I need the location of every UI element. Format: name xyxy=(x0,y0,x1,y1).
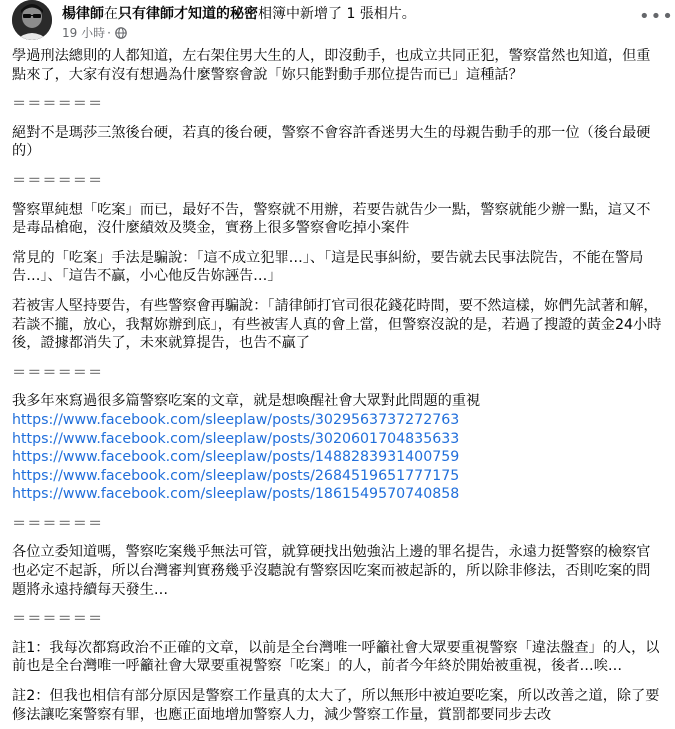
avatar-image xyxy=(12,0,52,40)
post-header xyxy=(0,0,675,44)
post-headline xyxy=(62,5,416,23)
paragraph-note-1: 註1：我每次都寫政治不正確的文章，以前是全台灣唯一呼籲社會大眾要重視警察「違法盤查」的人，以前也是全台灣唯一呼籲社會大眾要重視警察「吃案」的人，前者今年終於開始被重視，後者…唉… xyxy=(12,639,660,675)
section-divider: ＝＝＝＝＝＝ xyxy=(12,364,104,381)
article-link[interactable]: https://www.facebook.com/sleeplaw/posts/3029563737272763 xyxy=(12,411,460,428)
album-name[interactable]: 只有律師才知道的秘密 xyxy=(118,6,258,22)
article-links xyxy=(12,392,662,504)
more-dots-icon: ••• xyxy=(639,6,674,27)
avatar[interactable] xyxy=(12,0,52,40)
paragraph-tactics: 常見的「吃案」手法是騙說：「這不成立犯罪…」、「這是民事糾紛，要告就去民事法院告，不能在警局告…」、「這告不贏，小心他反告妳誣告…」 xyxy=(12,249,644,285)
section-divider: ＝＝＝＝＝＝ xyxy=(12,611,104,628)
section-divider: ＝＝＝＝＝＝ xyxy=(12,96,104,113)
author-name[interactable]: 楊律師 xyxy=(62,6,104,22)
paragraph-backing: 絕對不是瑪莎三煞後台硬，若真的後台硬，警察不會容許香迷男大生的母親告動手的那一位（後台最硬的） xyxy=(12,124,651,160)
paragraph-case-dropping: 警察單純想「吃案」而已，最好不告，警察就不用辦，若要告就告少一點，警察就能少辦一點，這又不是毒品槍砲，沒什麼績效及獎金，實務上很多警察會吃掉小案件 xyxy=(12,201,651,237)
more-options-button[interactable] xyxy=(639,4,674,32)
paragraph-note-2: 註2：但我也相信有部分原因是警察工作量真的太大了，所以無形中被迫要吃案，所以改善之道，除了要修法讓吃案警察有罪，也應正面地增加警察人力，減少警察工作量，賞罰都要同步去改 xyxy=(12,688,660,723)
article-link[interactable]: https://www.facebook.com/sleeplaw/posts/1488283931400759 xyxy=(12,449,460,466)
paragraph-intro: 學過刑法總則的人都知道，左右架住男大生的人，即沒動手，也成立共同正犯，警察當然也知道，但重點來了，大家有沒有想過為什麼警察會說「妳只能對動手那位提告而已」這種話？ xyxy=(12,48,651,83)
paragraph-legislators: 各位立委知道嗎，警察吃案幾乎無法可管，就算硬找出勉強沾上邊的罪名提告，永遠力挺警察的檢察官也必定不起訴，所以台灣審判實務幾乎沒聽說有警察因吃案而被起訴的，所以除非修法，否則吃案的問題將永遠持續每天發生… xyxy=(12,544,651,598)
post-body xyxy=(12,47,662,729)
headline-connector: 在 xyxy=(104,6,118,22)
section-divider: ＝＝＝＝＝＝ xyxy=(12,172,104,189)
article-link[interactable]: https://www.facebook.com/sleeplaw/posts/3020601704835633 xyxy=(12,430,460,447)
article-link[interactable]: https://www.facebook.com/sleeplaw/posts/1861549570740858 xyxy=(12,486,460,503)
paragraph-persuasion: 若被害人堅持要告，有些警察會再騙說：「請律師打官司很花錢花時間，要不然這樣，妳們先試著和解，若談不攏，放心，我幫妳辦到底」，有些被害人真的會上當，但警察沒說的是，若過了搜證的黃金24小時後，證據都消失了，未來就算提告，也告不贏了 xyxy=(12,297,662,352)
meta-separator: · xyxy=(107,26,111,40)
post-meta xyxy=(62,25,127,43)
article-link[interactable]: https://www.facebook.com/sleeplaw/posts/2684519651777175 xyxy=(12,467,460,484)
headline-action: 相簿中新增了 1 張相片。 xyxy=(258,6,416,22)
globe-icon[interactable] xyxy=(115,27,127,43)
section-divider: ＝＝＝＝＝＝ xyxy=(12,515,104,532)
paragraph-articles: 我多年來寫過很多篇警察吃案的文章，就是想喚醒社會大眾對此問題的重視 xyxy=(12,393,481,410)
post-time[interactable]: 19 小時 xyxy=(62,26,106,40)
